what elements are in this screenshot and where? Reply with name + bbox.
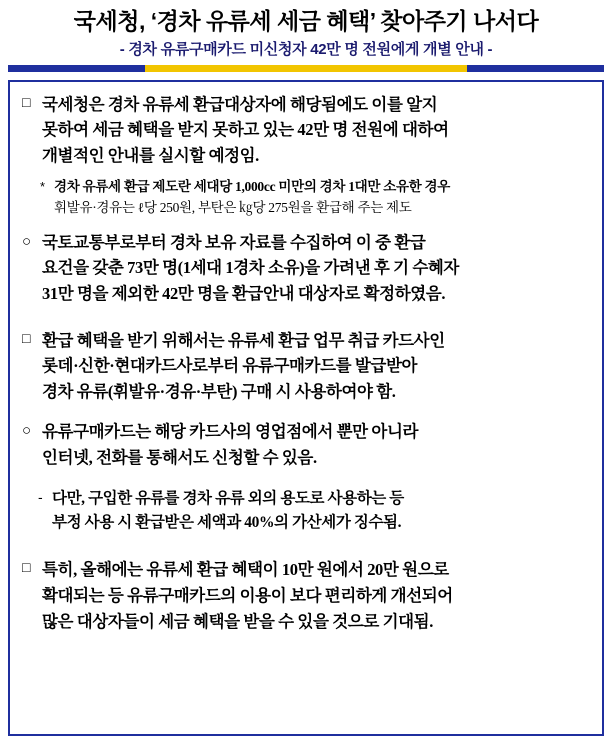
content-block-text [42,230,588,307]
text-line: 확대되는 등 유류구매카드의 이용이 보다 편리하게 개선되어 [42,585,453,605]
content-block [22,328,588,405]
content-block [22,92,588,169]
text-line: 인터넷, 전화를 통해서도 신청할 수 있음. [42,447,317,467]
text-line: 요건을 갖춘 73만 명(1세대 1경차 소유)을 가려낸 후 기 수혜자 [42,258,459,278]
text-line: 국토교통부로부터 경차 보유 자료를 수집하여 이 중 환급 [42,232,426,252]
text-line: 다만, 구입한 유류를 경차 유류 외의 용도로 사용하는 등 [52,490,404,508]
asterisk-bullet-icon: * [40,179,46,195]
sub-content-block [38,487,588,535]
dash-bullet-icon: - [38,489,43,506]
square-bullet-icon: □ [22,329,31,346]
circle-bullet-icon: ○ [22,422,32,440]
content-block [22,419,588,470]
circle-bullet-icon: ○ [22,232,32,250]
text-line: 유류구매카드는 해당 카드사의 영업점에서 뿐만 아니라 [42,422,419,442]
text-line: 환급 혜택을 받기 위해서는 유류세 환급 업무 취급 카드사인 [42,330,445,350]
text-line: 국세청은 경차 유류세 환급대상자에 해당됨에도 이를 알지 [42,94,438,114]
content-block [22,230,588,307]
sub-content-text [52,487,588,535]
square-bullet-icon: □ [22,559,31,576]
page-title: 국세청, ‘경차 유류세 세금 혜택’ 찾아주기 나서다 [73,8,539,34]
text-line: 못하여 세금 혜택을 받지 못하고 있는 42만 명 전원에 대하여 [42,120,449,140]
header-divider-bar [8,65,604,72]
section-spacer [22,545,588,557]
document-body [8,80,604,736]
text-line: 31만 명을 제외한 42만 명을 환급안내 대상자로 확정하였음. [42,284,446,303]
text-line: 경차 유류세 환급 제도란 세대당 1,000cc 미만의 경차 1대만 소유한 경우 [54,179,450,195]
text-line: 개별적인 안내를 실시할 예정임. [42,145,259,165]
text-line: 롯데·신한·현대카드사로부터 유류구매카드를 발급받아 [42,356,418,376]
content-block-text [42,328,588,405]
text-line: 부정 사용 시 환급받은 세액과 40%의 가산세가 징수됨. [52,514,402,532]
content-block [22,557,588,634]
content-block-text [42,92,588,169]
divider-segment-right [467,65,604,72]
section-spacer [22,316,588,328]
footnote-block [40,177,588,218]
footnote-text [54,177,588,218]
text-line: 휘발유·경유는 ℓ당 250원, 부탄은 ㎏당 275원을 환급해 주는 제도 [54,199,412,215]
page-subtitle: - 경차 유류구매카드 미신청자 42만 명 전원에게 개별 안내 - [119,41,493,59]
divider-segment-middle [145,65,467,72]
divider-segment-left [8,65,145,72]
section-spacer [22,479,588,485]
document-header [8,8,604,59]
content-block-text [42,419,588,470]
square-bullet-icon: □ [22,93,31,110]
text-line: 특히, 올해에는 유류세 환급 혜택이 10만 원에서 20만 원으로 [42,560,449,580]
text-line: 많은 대상자들이 세금 혜택을 받을 수 있을 것으로 기대됨. [42,611,433,631]
content-block-text [42,557,588,634]
text-line: 경차 유류(휘발유·경유·부탄) 구매 시 사용하여야 함. [42,381,396,401]
